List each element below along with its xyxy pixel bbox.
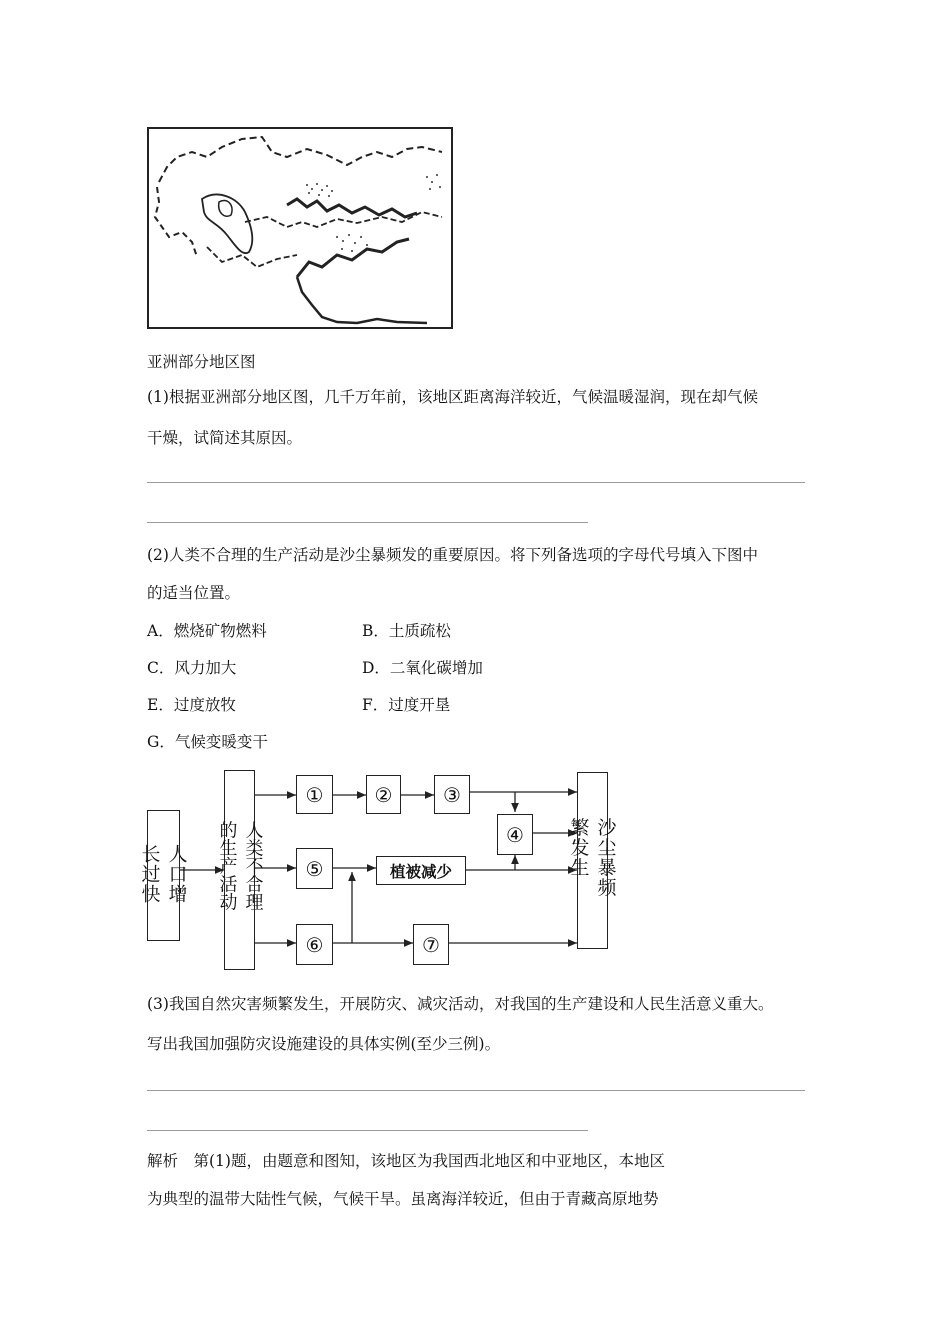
q3-line1: (3)我国自然灾害频繁发生，开展防灾、减灾活动，对我国的生产建设和人民生活意义重大。 [147,995,774,1013]
q1-line1: (1)根据亚洲部分地区图，几千万年前，该地区距离海洋较近，气候温暖湿润，现在却气候 [147,388,758,406]
blank-1-label: ① [305,782,324,807]
answer-line [147,522,588,523]
answer-line [147,1130,588,1131]
blank-7-box [413,924,449,965]
map-caption: 亚洲部分地区图 [147,353,256,371]
blank-2-box [366,775,401,814]
map-drawing [147,127,453,329]
population-label: 人口增长过快 [138,843,188,904]
blank-6-box [296,924,333,965]
option-g: G．气候变暖变干 [147,733,268,751]
asia-map [147,127,453,329]
blank-6-label: ⑥ [305,932,324,957]
blank-3-box [434,775,470,814]
activity-label: 人类不合理的生产活动 [216,820,264,911]
option-b: B．土质疏松 [362,622,451,640]
result-box [567,772,617,949]
blank-1-box [296,775,333,814]
q1-line2: 干燥，试简述其原因。 [147,429,303,447]
blank-4-label: ④ [506,822,524,847]
analysis-line1: 解析 第(1)题，由题意和图知，该地区为我国西北地区和中亚地区，本地区 [147,1152,665,1170]
vegetation-label: 植被减少 [389,861,452,881]
answer-line [147,1090,805,1091]
population-box [138,810,188,941]
blank-7-label: ⑦ [422,932,440,957]
option-f: F．过度开垦 [362,696,451,714]
blank-2-label: ② [374,782,393,807]
vegetation-box [376,856,466,885]
q2-line2: 的适当位置。 [147,584,241,602]
analysis-line2: 为典型的温带大陆性气候，气候干旱。虽离海洋较近，但由于青藏高原地势 [147,1190,659,1208]
option-c: C．风力加大 [147,659,237,677]
blank-4-box [497,814,533,855]
result-label: 沙尘暴频繁发生 [567,816,617,897]
activity-box [216,770,264,970]
answer-line [147,482,805,483]
blank-3-label: ③ [443,782,461,807]
q2-line1: (2)人类不合理的生产活动是沙尘暴频发的重要原因。将下列备选项的字母代号填入下图中 [147,546,758,564]
blank-5-label: ⑤ [305,856,324,881]
blank-5-box [296,848,333,889]
option-e: E．过度放牧 [147,696,236,714]
q3-line2: 写出我国加强防灾设施建设的具体实例(至少三例)。 [147,1035,501,1053]
option-d: D．二氧化碳增加 [362,659,483,677]
option-a: A．燃烧矿物燃料 [147,622,267,640]
